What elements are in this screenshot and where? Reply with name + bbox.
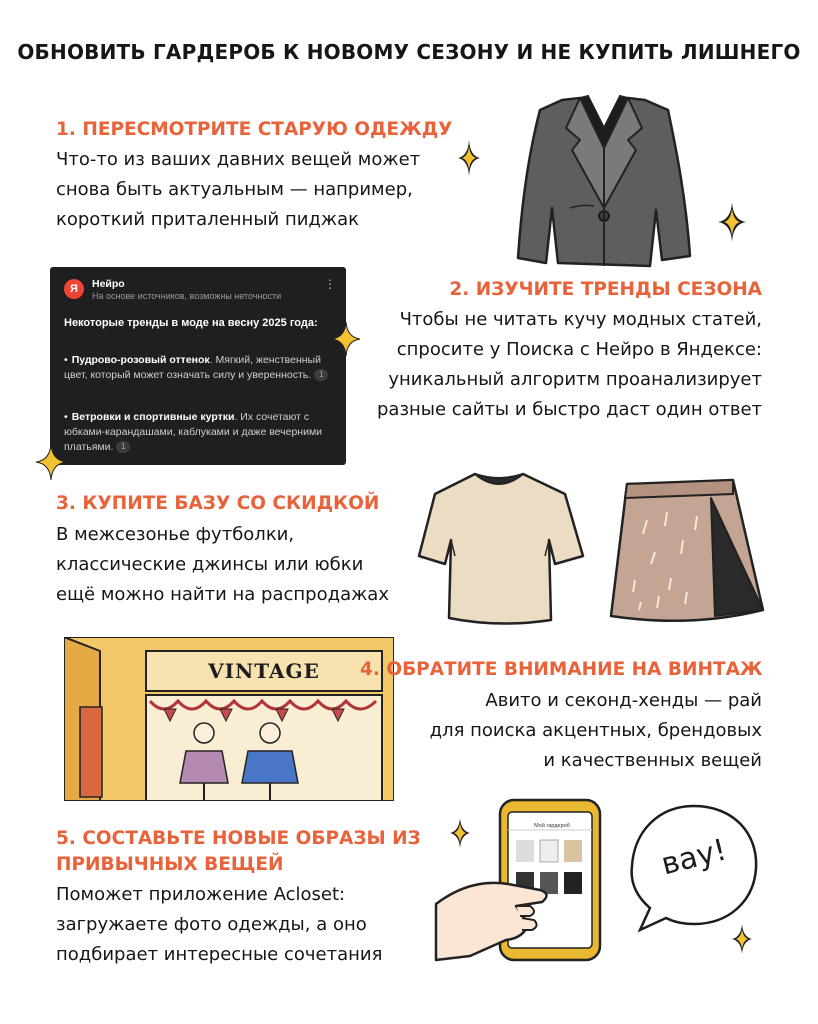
neuro-disclaimer: На основе источников, возможны неточности	[92, 291, 282, 301]
bullet-icon: •	[64, 411, 68, 423]
vintage-sign: VINTAGE	[208, 659, 320, 683]
jacket-illustration	[500, 88, 705, 278]
sparkle-icon	[732, 924, 752, 954]
section-1-text	[56, 145, 420, 235]
section-3-line: классические джинсы или юбки	[56, 554, 364, 575]
page-title: ОБНОВИТЬ ГАРДЕРОБ К НОВОМУ СЕЗОНУ И НЕ КУПИТЬ ЛИШНЕГО	[17, 40, 801, 64]
skirt-icon	[611, 480, 763, 621]
section-5-line: Поможет приложение Acloset:	[56, 884, 346, 905]
section-4-text	[360, 686, 762, 776]
section-5-heading-line: ПРИВЫЧНЫХ ВЕЩЕЙ	[56, 854, 284, 875]
phone-screen-title: Мой гардероб	[534, 823, 570, 829]
sparkle-icon	[450, 818, 470, 848]
section-1-line: короткий приталенный пиджак	[56, 209, 359, 230]
section-3-line: ещё можно найти на распродажах	[56, 584, 389, 605]
section-1-line: Что-то из ваших давних вещей может	[56, 149, 421, 170]
section-2-heading: 2. ИЗУЧИТЕ ТРЕНДЫ СЕЗОНА	[449, 279, 762, 300]
tshirt-icon	[419, 474, 583, 624]
neuro-trend-item	[64, 353, 336, 383]
section-4-line: и качественных вещей	[543, 750, 762, 771]
sparkle-icon	[36, 444, 66, 480]
yandex-logo-icon: Я	[64, 279, 84, 299]
section-3-heading: 3. КУПИТЕ БАЗУ СО СКИДКОЙ	[56, 493, 380, 514]
source-badge[interactable]: 1	[116, 441, 130, 453]
sparkle-icon	[718, 202, 746, 242]
section-5-line: загружаете фото одежды, а оно	[56, 914, 367, 935]
neuro-name: Нейро	[92, 278, 125, 290]
section-4-line: для поиска акцентных, брендовых	[429, 720, 762, 741]
speech-bubble-text: вау!	[657, 832, 731, 883]
section-3-text	[56, 520, 389, 610]
section-5-heading	[56, 826, 421, 878]
section-4-heading: 4. ОБРАТИТЕ ВНИМАНИЕ НА ВИНТАЖ	[360, 659, 763, 680]
section-1-line: снова быть актуальным — например,	[56, 179, 413, 200]
bullet-icon: •	[64, 354, 68, 366]
section-2-line: разные сайты и быстро даст один ответ	[376, 399, 762, 420]
trend-description: . Их сочетают с юбками-карандашами, каблуками и даже вечерними платьями.	[64, 411, 323, 453]
source-badge[interactable]: 1	[314, 369, 328, 381]
section-1-heading: 1. ПЕРЕСМОТРИТЕ СТАРУЮ ОДЕЖДУ	[56, 119, 453, 140]
neuro-trend-item	[64, 410, 336, 455]
section-4-line: Авито и секонд-хенды — рай	[485, 690, 762, 711]
sparkle-icon	[458, 140, 480, 176]
sparkle-icon	[332, 322, 360, 356]
section-2-line: спросите у Поиска с Нейро в Яндексе:	[396, 339, 762, 360]
section-5-heading-line: 5. СОСТАВЬТЕ НОВЫЕ ОБРАЗЫ ИЗ	[56, 828, 421, 849]
section-5-text	[56, 880, 382, 970]
section-3-line: В межсезонье футболки,	[56, 524, 295, 545]
trend-name: Пудрово-розовый оттенок	[71, 354, 210, 366]
more-vertical-icon[interactable]: ⋮	[324, 277, 336, 291]
section-5-line: подбирает интересные сочетания	[56, 944, 383, 965]
trend-description: . Мягкий, женственный цвет, который может означать силу и уверенность.	[64, 354, 321, 381]
trend-name: Ветровки и спортивные куртки	[71, 411, 235, 423]
section-2-line: Чтобы не читать кучу модных статей,	[399, 309, 762, 330]
neuro-lead: Некоторые тренды в моде на весну 2025 года:	[64, 317, 318, 329]
section-2-text	[360, 305, 762, 425]
neuro-answer-card	[50, 267, 346, 465]
section-2-line: уникальный алгоритм проанализирует	[388, 369, 762, 390]
tshirt-skirt-illustration	[415, 460, 775, 640]
